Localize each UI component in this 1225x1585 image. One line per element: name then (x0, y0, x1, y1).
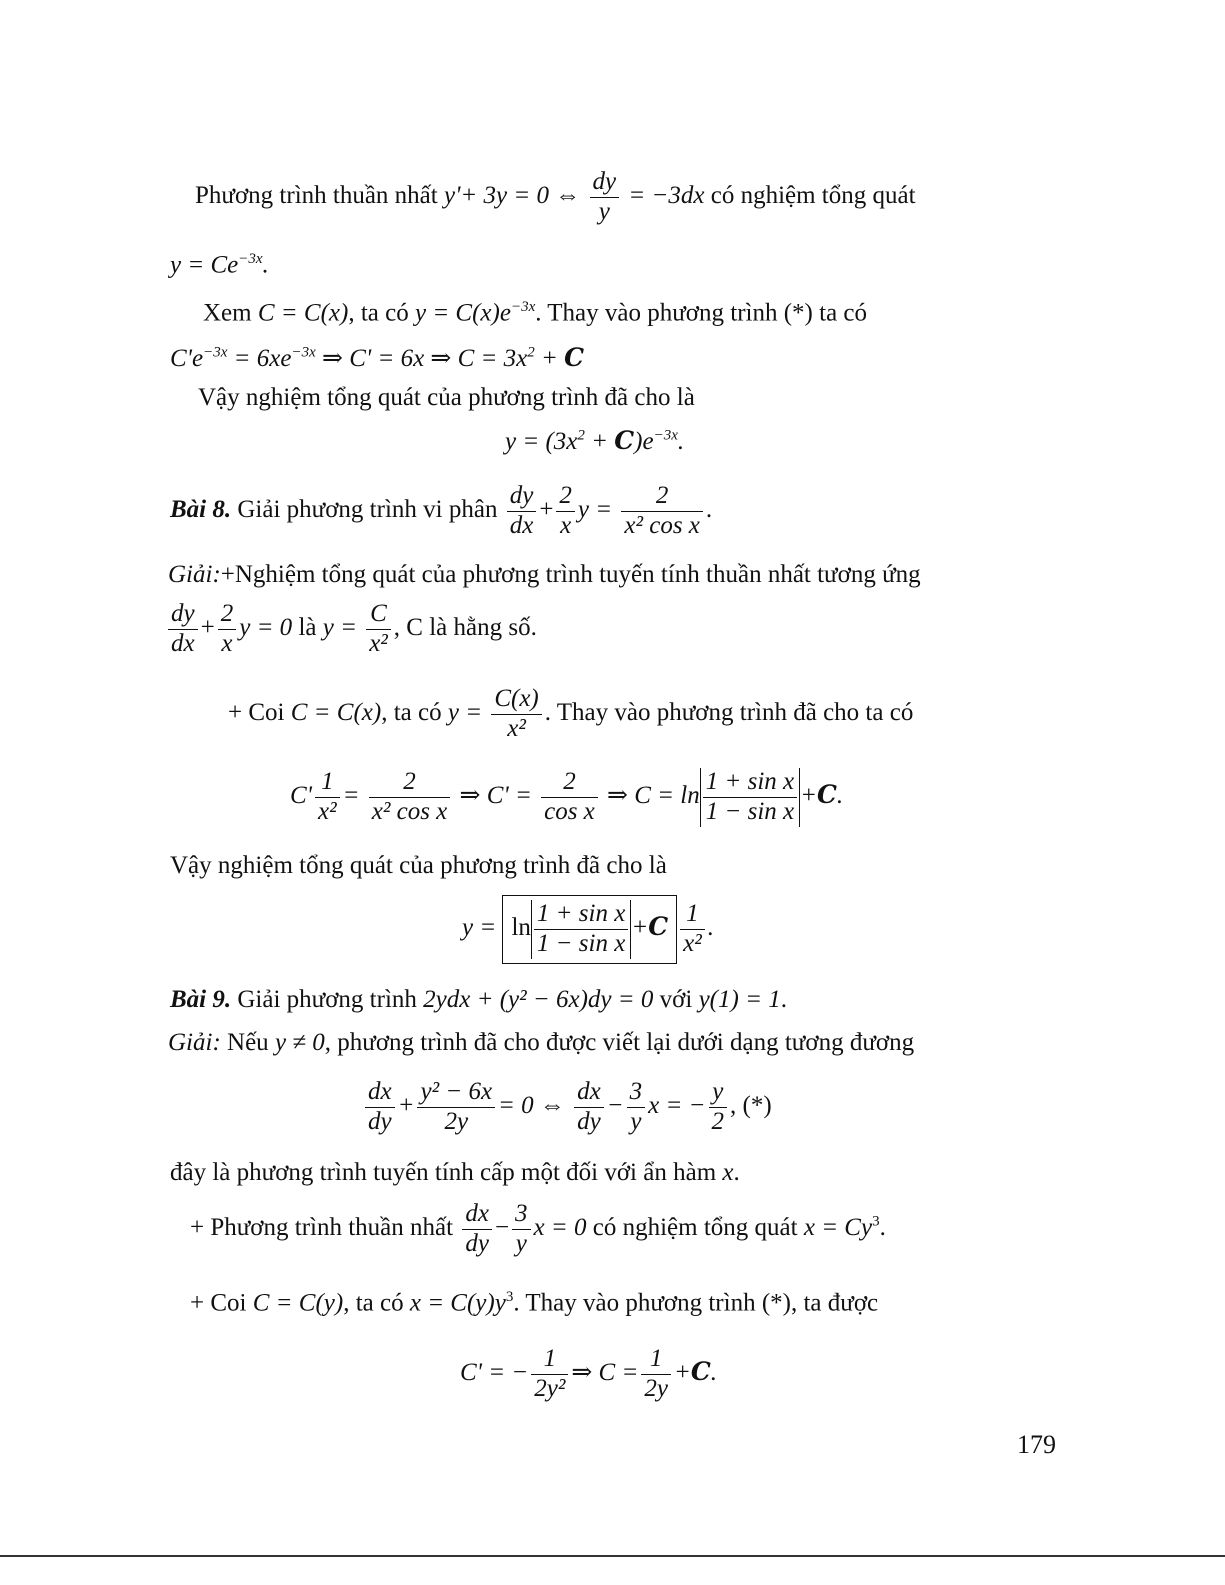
derivative-line: $C'e^{-3x} = 6xe^{-3x}$ ⇒ C' = 6x ⇒ $C = 3x^2 + C$ (170, 343, 585, 372)
general-solution-line: $y = Ce^{-3x}$. (170, 251, 269, 279)
final-equation-9: C' = − $\frac{1}{\text{2y²}}$ ⇒ C = $\frac{1}{2y}$ +C. (460, 1345, 717, 1402)
equation: y'+ 3y = 0 ⇔ (443, 181, 581, 209)
equation: = −3dx (628, 181, 705, 209)
conclusion-8: Vậy nghiệm tổng quát của phương trình đã cho là (170, 852, 667, 879)
coi-line-8: + Coi C = C(x), ta có y = $\frac{C(x)}{\text{x²}}$ . Thay vào phương trình đã cho ta có (228, 685, 914, 742)
page-number: 179 (1017, 1430, 1056, 1459)
equation-9: $\frac{dx}{dy}$ + $\frac{\text{y² − 6x}}{2y}$ = 0 ⇔ $\frac{dx}{dy}$ − $\frac{3}{y}$ x = − $\frac{y}{2}$ , (*) (362, 1078, 772, 1137)
solution-8-intro: Giải:+Nghiệm tổng quát của phương trình tuyến tính thuần nhất tương ứng (168, 561, 921, 588)
coi-line-9: + Coi C = C(y), ta có $x = C(y)y^3$. Thay vào phương trình (*), ta được (190, 1289, 879, 1317)
homogeneous-9: + Phương trình thuần nhất $\frac{dx}{dy}$ − $\frac{3}{y}$ x = 0 có nghiệm tổng quát $x = Cy^3$. (190, 1200, 886, 1257)
fraction: $\frac{dy}{y}$ (590, 168, 620, 227)
homogeneous-equation-line (195, 168, 916, 227)
linear-note-9: đây là phương trình tuyến tính cấp một đối với ẩn hàm x. (170, 1159, 740, 1186)
final-solution: $y = (3x^2 + C)e^{-3x}$. (505, 426, 685, 455)
variation-line: Xem C = C(x), ta có $y = C(x)e^{-3x}$. Thay vào phương trình (*) ta có (203, 299, 868, 327)
page-edge-divider (0, 1555, 1225, 1557)
final-solution-8: y = ln $\frac{\text{1 + sin x}}{\text{1 − sin x}}$ +C $\frac{1}{\text{x²}}$ . (462, 895, 714, 964)
exercise-9: Bài 9. Giải phương trình 2ydx + (y² − 6x)dy = 0 với y(1) = 1. (170, 986, 787, 1013)
text: có nghiệm tổng quát (710, 181, 916, 209)
exercise-8: Bài 8. Giải phương trình vi phân $\frac{dy}{dx}$ + $\frac{2}{x}$ y = $\frac{2}{\text{x² cos x}}$ . (170, 482, 713, 539)
solution-9-intro: Giải: Nếu y ≠ 0, phương trình đã cho được viết lại dưới dạng tương đương (168, 1029, 915, 1056)
conclusion-text: Vậy nghiệm tổng quát của phương trình đã cho là (198, 384, 695, 411)
equation-8: C' $\frac{1}{\text{x²}}$ = $\frac{2}{\text{x² cos x}}$ ⇒ C' = $\frac{2}{\text{cos x}}$ ⇒ C = ln $\frac{\text{1 + sin x}}{\text{1 − sin x}}$ +C. (290, 768, 844, 825)
homogeneous-8: $\frac{dy}{dx}$ + $\frac{2}{x}$ y = 0 là y = $\frac{C}{\text{x²}}$ , C là hằng số. (168, 600, 537, 659)
text: Phương trình thuần nhất (195, 181, 438, 209)
